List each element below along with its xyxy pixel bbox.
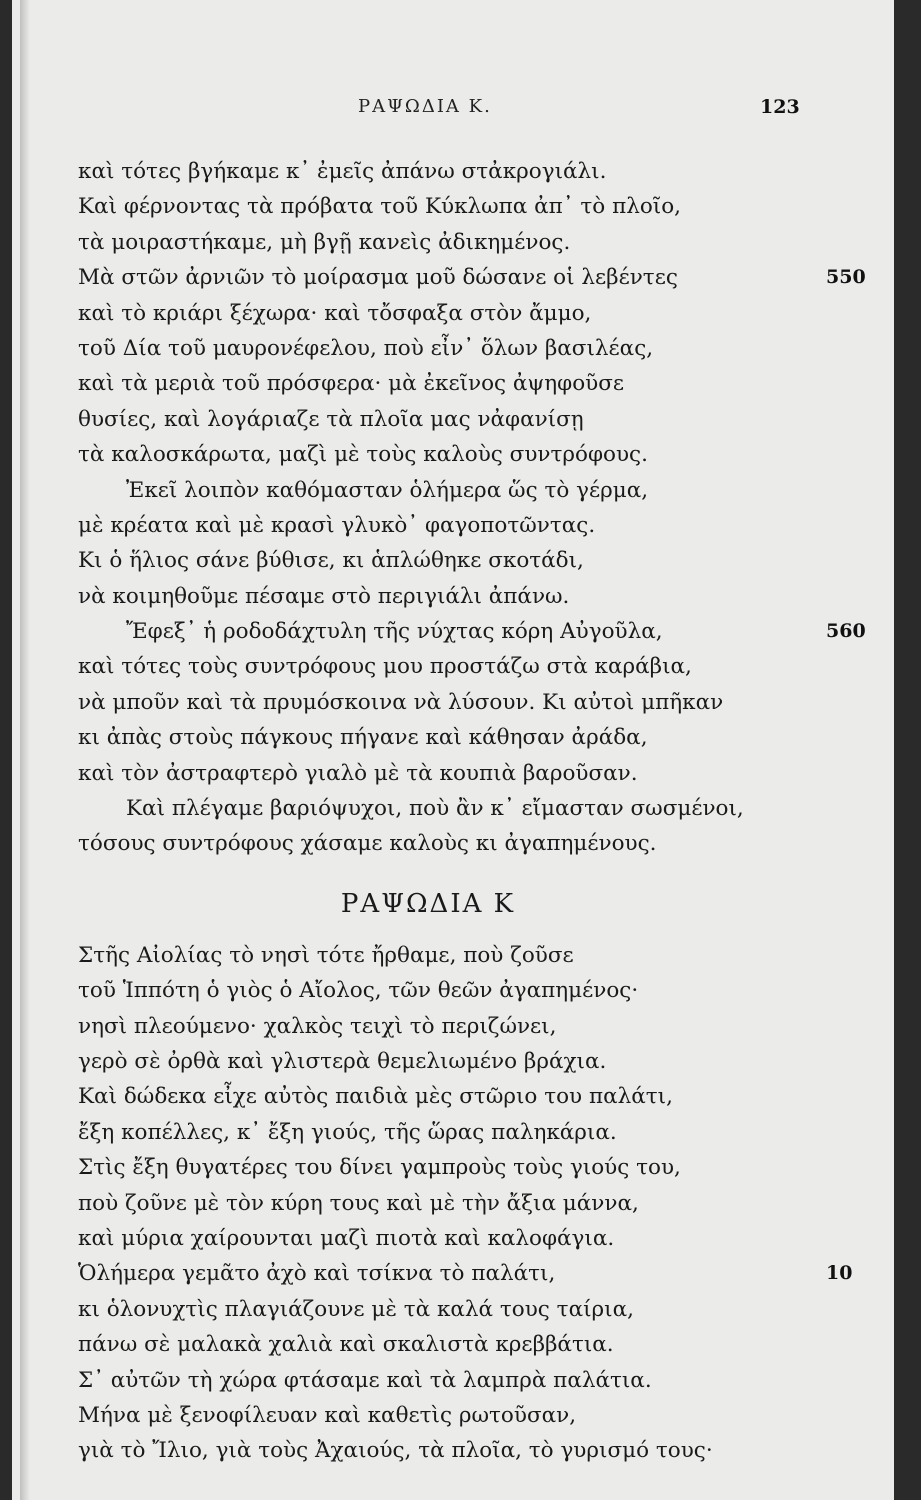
verse-text: Στὶς ἔξη θυγατέρες του δίνει γαμπροὺς τοὺς γιούς του, bbox=[78, 1155, 681, 1181]
verse-line bbox=[78, 1186, 818, 1221]
verse-text: κι ἀπὰς στοὺς πάγκους πήγανε καὶ κάθησαν ἀράδα, bbox=[78, 725, 648, 751]
line-number: 10 bbox=[826, 1262, 853, 1285]
verse-block-after bbox=[78, 938, 853, 1469]
verse-line bbox=[78, 225, 818, 260]
verse-text: τοῦ Ἱππότη ὁ γιὸς ὁ Αἴολος, τῶν θεῶν ἀγαπημένος· bbox=[78, 978, 639, 1004]
verse-line bbox=[78, 473, 818, 508]
section-title: ΡΑΨΩΔΙΑ Κ bbox=[340, 888, 516, 919]
verse-text: τὰ καλοσκάρωτα, μαζὶ μὲ τοὺς καλοὺς συντρόφους. bbox=[78, 442, 648, 468]
verse-line bbox=[78, 260, 866, 295]
verse-line bbox=[78, 508, 818, 543]
verse-line bbox=[78, 1363, 818, 1398]
verse-text: καὶ μύρια χαίρουνται μαζὶ πιοτὰ καὶ καλοφάγια. bbox=[78, 1225, 615, 1251]
verse-line bbox=[78, 791, 818, 826]
verse-text: νησὶ πλεούμενο· χαλκὸς τειχὶ τὸ περιζώνει, bbox=[78, 1013, 557, 1039]
verse-line bbox=[78, 720, 818, 755]
book-page bbox=[12, 0, 894, 1500]
running-head: ΡΑΨΩΔΙΑ Κ. bbox=[358, 96, 492, 117]
line-number: 560 bbox=[826, 620, 866, 643]
verse-text: καὶ τὸν ἀστραφτερὸ γιαλὸ μὲ τὰ κουπιὰ βαροῦσαν. bbox=[78, 760, 638, 786]
verse-text: καὶ τὰ μεριὰ τοῦ πρόσφερα· μὰ ἐκεῖνος ἀψηφοῦσε bbox=[78, 371, 625, 397]
verse-line bbox=[78, 1292, 818, 1327]
verse-text: Μήνα μὲ ξενοφίλευαν καὶ καθετὶς ρωτοῦσαν, bbox=[78, 1402, 577, 1428]
page-number: 123 bbox=[760, 96, 800, 118]
verse-text: Μὰ στῶν ἀρνιῶν τὸ μοίρασμα μοῦ δώσανε οἱ λεβέντες bbox=[78, 265, 678, 291]
verse-line bbox=[78, 543, 818, 578]
verse-line bbox=[78, 331, 818, 366]
verse-text: τοῦ Δία τοῦ μαυρονέφελου, ποὺ εἶν᾿ ὅλων βασιλέας, bbox=[78, 335, 654, 361]
verse-text: καὶ τὸ κριάρι ξέχωρα· καὶ τὄσφαξα στὸν ἄμμο, bbox=[78, 300, 592, 326]
verse-line bbox=[78, 402, 818, 437]
verse-text: τὰ μοιραστήκαμε, μὴ βγῇ κανεὶς ἀδικημένος. bbox=[78, 229, 571, 255]
verse-line bbox=[78, 1115, 818, 1150]
verse-line bbox=[78, 189, 818, 224]
verse-text: Ἔφεξ᾿ ἡ ροδοδάχτυλη τῆς νύχτας κόρη Αὐγοῦλα, bbox=[126, 619, 663, 645]
verse-text: γιὰ τὸ Ἴλιο, γιὰ τοὺς Ἀχαιούς, τὰ πλοῖα, τὸ γυρισμό τους· bbox=[78, 1438, 713, 1464]
verse-block-before bbox=[78, 154, 866, 862]
verse-text: τόσους συντρόφους χάσαμε καλοὺς κι ἀγαπημένους. bbox=[78, 831, 657, 857]
verse-line bbox=[78, 366, 818, 401]
verse-text: Στῆς Αἰολίας τὸ νησὶ τότε ἤρθαμε, ποὺ ζοῦσε bbox=[78, 942, 574, 968]
verse-text: θυσίες, καὶ λογάριαζε τὰ πλοῖα μας νἀφανίσῃ bbox=[78, 406, 584, 432]
verse-line bbox=[78, 1433, 818, 1468]
verse-text: πάνω σὲ μαλακὰ χαλιὰ καὶ σκαλιστὰ κρεββάτια. bbox=[78, 1332, 614, 1358]
verse-text: μὲ κρέατα καὶ μὲ κρασὶ γλυκὸ᾿ φαγοποτῶντας. bbox=[78, 512, 596, 538]
verse-line bbox=[78, 1221, 818, 1256]
verse-line bbox=[78, 1009, 818, 1044]
verse-text: Καὶ φέρνοντας τὰ πρόβατα τοῦ Κύκλωπα ἀπ᾿ τὸ πλοῖο, bbox=[78, 194, 681, 220]
verse-line bbox=[78, 154, 818, 189]
verse-line bbox=[78, 1044, 818, 1079]
verse-text: καὶ τότες βγήκαμε κ᾿ ἐμεῖς ἀπάνω στἀκρογιάλι. bbox=[78, 159, 607, 184]
verse-text: Ὁλήμερα γεμᾶτο ἀχὸ καὶ τσίκνα τὸ παλάτι, bbox=[78, 1261, 556, 1287]
verse-text: Σ᾿ αὐτῶν τὴ χώρα φτάσαμε καὶ τὰ λαμπρὰ παλάτια. bbox=[78, 1367, 652, 1393]
verse-line bbox=[78, 1079, 818, 1114]
verse-text: Καὶ πλέγαμε βαριόψυχοι, ποὺ ἂν κ᾿ εἴμασταν σωσμένοι, bbox=[126, 796, 744, 822]
verse-line bbox=[78, 1398, 818, 1433]
verse-text: Κι ὁ ἥλιος σάνε βύθισε, κι ἁπλώθηκε σκοτάδι, bbox=[78, 548, 584, 574]
verse-text: νὰ μποῦν καὶ τὰ πρυμόσκοινα νὰ λύσουν. Κι αὐτοὶ μπῆκαν bbox=[78, 689, 724, 715]
verse-text: κι ὁλονυχτὶς πλαγιάζουνε μὲ τὰ καλά τους ταίρια, bbox=[78, 1296, 634, 1322]
verse-text: καὶ τότες τοὺς συντρόφους μου προστάζω στὰ καράβια, bbox=[78, 654, 692, 680]
verse-line bbox=[78, 938, 818, 973]
line-number: 550 bbox=[826, 266, 866, 289]
verse-line bbox=[78, 649, 818, 684]
verse-line bbox=[78, 579, 818, 614]
verse-text: Ἐκεῖ λοιπὸν καθόμασταν ὁλήμερα ὥς τὸ γέρμα, bbox=[126, 477, 649, 503]
verse-text: νὰ κοιμηθοῦμε πέσαμε στὸ περιγιάλι ἀπάνω. bbox=[78, 583, 570, 609]
verse-line bbox=[78, 1256, 853, 1291]
verse-line bbox=[78, 296, 818, 331]
verse-line bbox=[78, 1150, 818, 1185]
verse-line bbox=[78, 614, 866, 649]
page-header bbox=[12, 96, 894, 126]
verse-line bbox=[78, 685, 818, 720]
verse-text: ποὺ ζοῦνε μὲ τὸν κύρη τους καὶ μὲ τὴν ἄξια μάννα, bbox=[78, 1190, 639, 1216]
verse-line bbox=[78, 973, 818, 1008]
verse-text: γερὸ σὲ ὀρθὰ καὶ γλιστερὰ θεμελιωμένο βράχια. bbox=[78, 1048, 607, 1074]
poem-body bbox=[78, 154, 866, 1469]
verse-text: ἔξη κοπέλλες, κ᾿ ἔξη γιούς, τῆς ὥρας παληκάρια. bbox=[78, 1119, 617, 1145]
verse-line bbox=[78, 756, 818, 791]
verse-line bbox=[78, 826, 818, 861]
verse-line bbox=[78, 1327, 818, 1362]
verse-line bbox=[78, 437, 818, 472]
verse-text: Καὶ δώδεκα εἶχε αὐτὸς παιδιὰ μὲς στῶριο του παλάτι, bbox=[78, 1084, 673, 1110]
